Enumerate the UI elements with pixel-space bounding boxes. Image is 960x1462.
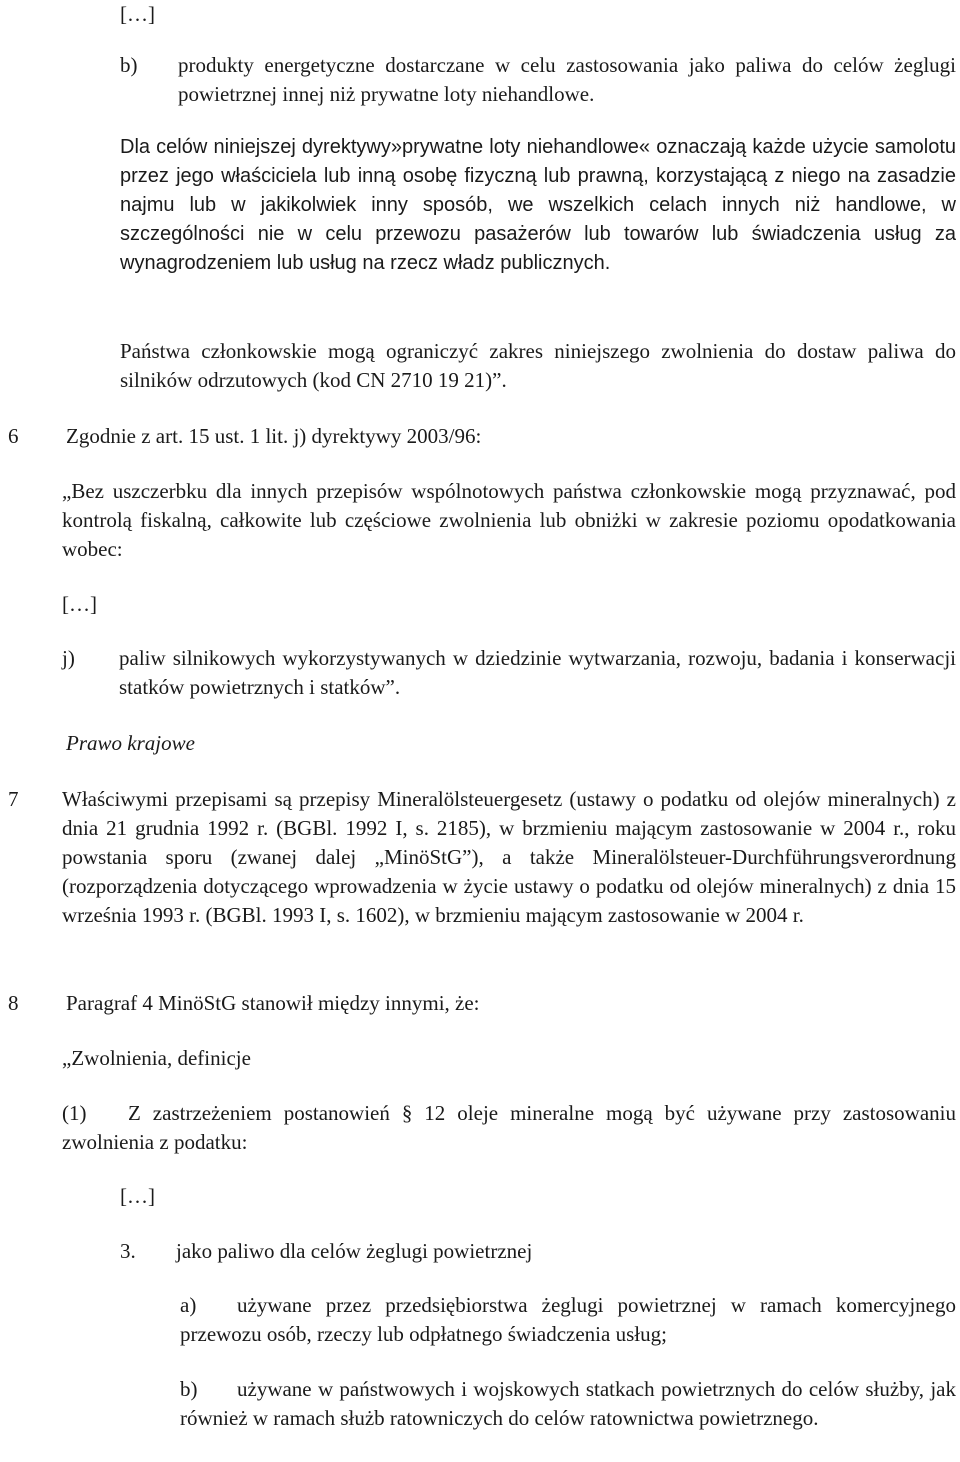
section-heading-national-law: Prawo krajowe	[66, 731, 195, 755]
paragraph-6-text: Zgodnie z art. 15 ust. 1 lit. j) dyrektywy 2003/96:	[66, 424, 482, 448]
ellipsis-top: […]	[120, 2, 155, 26]
item-3b-text: używane w państwowych i wojskowych statkach powietrznych do celów służby, jak również w ramach służb ratowniczych do celów ratownictwa powietrznego.	[180, 1377, 956, 1430]
item-j-text: paliw silnikowych wykorzystywanych w dziedzinie wytwarzania, rozwoju, badania i konserwacji statków powietrznych i statków”.	[119, 646, 956, 699]
member-states-paragraph: Państwa członkowskie mogą ograniczyć zakres niniejszego zwolnienia do dostaw paliwa do silników odrzutowych (kod CN 2710 19 21)”.	[120, 339, 956, 392]
item-3-text: jako paliwo dla celów żeglugi powietrznej	[176, 1239, 533, 1263]
directive-quote: „Bez uszczerbku dla innych przepisów wspólnotowych państwa członkowskie mogą przyznawać, pod kontrolą fiskalną, całkowite lub częściowe zwolnienia lub obniżki w zakresie poziomu opodatkowania wobec:	[62, 479, 956, 561]
quote-heading-exemptions: „Zwolnienia, definicje	[62, 1046, 251, 1070]
paragraph-number-7: 7	[8, 787, 19, 811]
definition-paragraph: Dla celów niniejszej dyrektywy»prywatne loty niehandlowe« oznaczają każde użycie samolotu przez jego właściciela lub inną osobę fizyczną lub prawną, korzystającą z niego na zasadzie najmu lub w jakikolwiek inny sposób, we wszelkich celach innych niż handlowe, w szczególności nie w celu przewozu pasażerów lub towarów lub świadczenia usług za wynagrodzeniem lub usług na rzecz władz publicznych.	[120, 136, 956, 274]
paragraph-8-text: Paragraf 4 MinöStG stanowił między innymi, że:	[66, 991, 480, 1015]
item-3a-label: a)	[180, 1293, 197, 1317]
item-j-label: j)	[62, 646, 75, 670]
item-3b-label: b)	[180, 1377, 198, 1401]
paragraph-7-text: Właściwymi przepisami są przepisy Mineralölsteuergesetz (ustawy o podatku od olejów mineralnych) z dnia 21 grudnia 1992 r. (BGBl. 1992 I, s. 2185), w brzmieniu mającym zastosowanie w 2004 r., roku powstania sporu (zwanej dalej „MinöStG”), a także Mineralölsteuer-Durchführungsverordnung (rozporządzenia dotyczącego wprowadzenia w życie ustawy o podatku od olejów mineralnych) z dnia 15 września 1993 r. (BGBl. 1993 I, s. 1602), w brzmieniu mającym zastosowanie w 2004 r.	[62, 787, 956, 927]
paragraph-number-6: 6	[8, 424, 19, 448]
subsection-1-label: (1)	[62, 1101, 87, 1125]
ellipsis-middle: […]	[62, 592, 97, 616]
paragraph-number-8: 8	[8, 991, 19, 1015]
item-b-label: b)	[120, 53, 138, 77]
ellipsis-bottom: […]	[120, 1184, 155, 1208]
subsection-1-text: Z zastrzeżeniem postanowień § 12 oleje mineralne mogą być używane przy zastosowaniu zwolnienia z podatku:	[62, 1101, 956, 1154]
item-3-label: 3.	[120, 1239, 136, 1263]
item-3a-text: używane przez przedsiębiorstwa żeglugi powietrznej w ramach komercyjnego przewozu osób, rzeczy lub odpłatnego świadczenia usług;	[180, 1293, 956, 1346]
item-b-text: produkty energetyczne dostarczane w celu zastosowania jako paliwa do celów żeglugi powietrznej innej niż prywatne loty niehandlowe.	[178, 53, 956, 106]
